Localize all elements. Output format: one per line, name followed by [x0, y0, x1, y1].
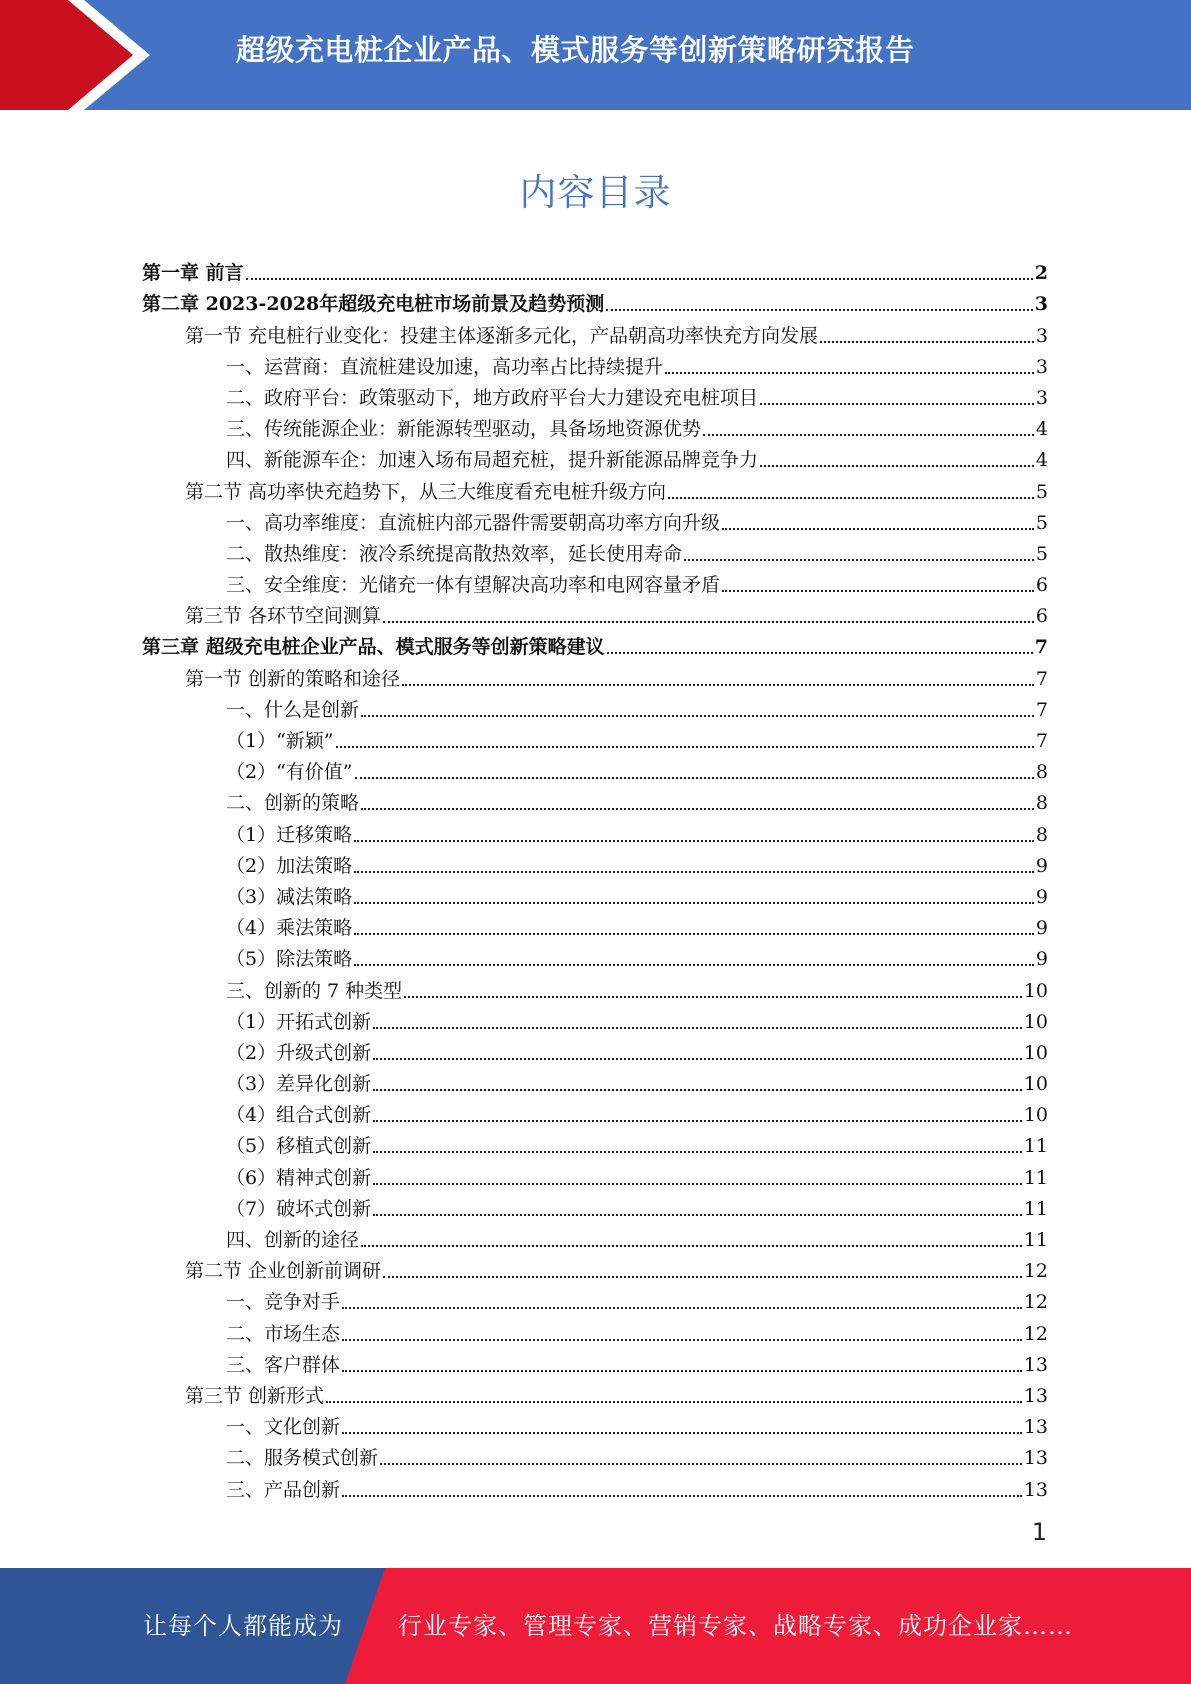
toc-entry-label: 四、创新的途径	[226, 1229, 360, 1251]
toc-entry-label: 第一节 创新的策略和途径	[185, 667, 401, 690]
toc-entry[interactable]	[142, 1346, 1048, 1377]
toc-dot-leader	[373, 1027, 1022, 1029]
toc-dot-leader	[342, 1307, 1022, 1309]
toc-entry[interactable]	[142, 316, 1048, 347]
toc-dot-leader	[342, 1495, 1022, 1497]
toc-entry-label: 一、文化创新	[226, 1416, 341, 1439]
toc-dot-leader	[383, 1276, 1022, 1278]
toc-entry-page: 10	[1023, 1010, 1048, 1033]
toc-entry-page: 10	[1023, 1041, 1048, 1064]
toc-entry[interactable]	[142, 1408, 1048, 1439]
toc-entry-page: 6	[1035, 574, 1048, 597]
footer-slogan-left: 让每个人都能成为	[143, 1612, 343, 1640]
toc-entry-page: 13	[1023, 1416, 1048, 1439]
toc-entry-label: （2）“有价值”	[226, 761, 353, 784]
toc-entry[interactable]	[142, 1003, 1048, 1034]
toc-entry[interactable]	[142, 1470, 1048, 1501]
toc-entry[interactable]	[142, 472, 1048, 503]
toc-entry-label: 一、高功率维度：直流桩内部元器件需要朝高功率方向升级	[226, 511, 721, 534]
toc-dot-leader	[665, 372, 1034, 374]
toc-dot-leader	[354, 933, 1034, 935]
toc-entry[interactable]	[142, 878, 1048, 909]
toc-entry-label: 一、什么是创新	[226, 698, 360, 721]
toc-entry[interactable]	[142, 940, 1048, 971]
toc-dot-leader	[373, 1183, 1022, 1185]
toc-dot-leader	[684, 559, 1034, 561]
toc-entry[interactable]	[142, 1377, 1048, 1408]
toc-entry[interactable]	[142, 1096, 1048, 1127]
toc-entry-page: 9	[1035, 854, 1048, 877]
toc-entry-page: 5	[1035, 480, 1048, 503]
toc-entry[interactable]	[142, 628, 1048, 659]
toc-entry[interactable]	[142, 1190, 1048, 1221]
toc-entry[interactable]	[142, 1127, 1048, 1158]
toc-dot-leader	[760, 465, 1034, 467]
toc-entry-label: （5）移植式创新	[226, 1135, 372, 1158]
toc-heading: 内容目录	[519, 171, 672, 214]
toc-entry-label: 第三章 超级充电桩企业产品、模式服务等创新策略建议	[142, 636, 605, 659]
toc-entry-page: 13	[1023, 1353, 1048, 1376]
toc-dot-leader	[342, 1339, 1022, 1341]
toc-entry-page: 10	[1023, 1104, 1048, 1127]
toc-entry[interactable]	[142, 597, 1048, 628]
toc-entry-label: 三、传统能源企业：新能源转型驱动，具备场地资源优势	[226, 418, 702, 441]
toc-entry-label: （5）除法策略	[226, 948, 353, 971]
toc-dot-leader	[354, 902, 1034, 904]
toc-entry-label: 第三节 创新形式	[185, 1384, 325, 1407]
toc-entry-page: 9	[1035, 948, 1048, 971]
toc-entry-page: 8	[1035, 792, 1048, 815]
toc-dot-leader	[342, 1432, 1022, 1434]
toc-entry-page: 10	[1023, 979, 1048, 1002]
toc-dot-leader	[373, 1089, 1022, 1091]
toc-entry-page: 11	[1023, 1197, 1048, 1220]
toc-entry-page: 11	[1023, 1229, 1048, 1251]
table-of-contents	[142, 254, 1048, 1502]
toc-entry-label: （1）迁移策略	[226, 823, 353, 846]
toc-entry-label: 第二节 企业创新前调研	[185, 1260, 382, 1283]
toc-entry[interactable]	[142, 1439, 1048, 1470]
toc-entry[interactable]	[142, 1065, 1048, 1096]
toc-entry[interactable]	[142, 504, 1048, 535]
toc-entry[interactable]	[142, 1158, 1048, 1189]
toc-dot-leader	[354, 840, 1034, 842]
toc-entry-label: （3）差异化创新	[226, 1073, 372, 1096]
toc-entry[interactable]	[142, 659, 1048, 690]
toc-entry[interactable]	[142, 379, 1048, 410]
toc-entry-label: （7）破坏式创新	[226, 1197, 372, 1220]
header-banner	[0, 0, 1191, 110]
toc-entry-label: 三、产品创新	[226, 1478, 341, 1501]
toc-entry[interactable]	[142, 535, 1048, 566]
toc-dot-leader	[373, 1120, 1022, 1122]
toc-entry-label: （4）乘法策略	[226, 917, 353, 940]
toc-entry-label: （3）减法策略	[226, 885, 353, 908]
toc-entry-page: 7	[1035, 667, 1048, 690]
toc-entry-label: （2）加法策略	[226, 854, 353, 877]
toc-entry-label: 二、散热维度：液冷系统提高散热效率，延长使用寿命	[226, 542, 683, 565]
toc-dot-leader	[383, 621, 1034, 623]
toc-entry[interactable]	[142, 441, 1048, 472]
toc-entry[interactable]	[142, 1034, 1048, 1065]
toc-dot-leader	[361, 808, 1034, 810]
toc-entry-page: 9	[1035, 917, 1048, 940]
header-arrow-decoration	[0, 0, 170, 110]
toc-entry-label: （2）升级式创新	[226, 1041, 372, 1064]
toc-entry-page: 3	[1035, 324, 1048, 347]
footer-banner	[0, 1568, 1191, 1684]
toc-entry[interactable]	[142, 847, 1048, 878]
toc-dot-leader	[373, 1151, 1022, 1153]
toc-dot-leader	[722, 528, 1034, 530]
toc-dot-leader	[354, 964, 1034, 966]
toc-entry-page: 5	[1035, 542, 1048, 565]
toc-entry-label: 三、创新的 7 种类型	[226, 979, 403, 1002]
toc-entry[interactable]	[142, 566, 1048, 597]
toc-entry[interactable]	[142, 1221, 1048, 1252]
toc-dot-leader	[354, 871, 1034, 873]
toc-entry-page: 8	[1035, 823, 1048, 846]
toc-entry-page: 13	[1023, 1478, 1048, 1501]
toc-dot-leader	[361, 715, 1034, 717]
toc-entry-page: 11	[1023, 1166, 1048, 1189]
toc-entry-label: 三、客户群体	[226, 1353, 341, 1376]
toc-dot-leader	[336, 746, 1034, 748]
toc-entry-page: 12	[1023, 1291, 1048, 1314]
toc-dot-leader	[820, 341, 1034, 343]
toc-entry-label: 第二章 2023-2028年超级充电桩市场前景及趋势预测	[142, 293, 605, 316]
report-title: 超级充电桩企业产品、模式服务等创新策略研究报告	[236, 33, 915, 67]
toc-entry-page: 5	[1035, 511, 1048, 534]
toc-entry-label: （1）“新颖”	[226, 730, 334, 752]
toc-dot-leader	[722, 590, 1034, 592]
toc-entry[interactable]	[142, 815, 1048, 846]
toc-entry-label: 第三节 各环节空间测算	[185, 605, 382, 628]
toc-dot-leader	[326, 1401, 1022, 1403]
toc-entry-label: 四、新能源车企：加速入场布局超充桩，提升新能源品牌竞争力	[226, 449, 759, 472]
toc-entry-page: 9	[1035, 885, 1048, 908]
toc-dot-leader	[606, 309, 1033, 311]
toc-entry[interactable]	[142, 254, 1048, 285]
toc-entry-page: 2	[1034, 262, 1048, 285]
toc-dot-leader	[402, 684, 1034, 686]
toc-entry[interactable]	[142, 722, 1048, 753]
toc-dot-leader	[760, 403, 1034, 405]
toc-entry-page: 7	[1035, 698, 1048, 721]
toc-entry[interactable]	[142, 348, 1048, 379]
toc-entry-label: 二、市场生态	[226, 1322, 341, 1345]
toc-entry-label: 第二节 高功率快充趋势下，从三大维度看充电桩升级方向	[185, 480, 667, 503]
toc-dot-leader	[703, 434, 1034, 436]
toc-entry-page: 3	[1035, 386, 1048, 409]
toc-entry-label: 三、安全维度：光储充一体有望解决高功率和电网容量矛盾	[226, 574, 721, 597]
toc-entry[interactable]	[142, 909, 1048, 940]
toc-entry-page: 11	[1023, 1135, 1048, 1158]
toc-entry[interactable]	[142, 410, 1048, 441]
toc-entry-page: 4	[1035, 418, 1048, 441]
toc-dot-leader	[668, 497, 1034, 499]
toc-entry[interactable]	[142, 1252, 1048, 1283]
toc-entry[interactable]	[142, 691, 1048, 722]
toc-entry-page: 8	[1035, 761, 1048, 784]
toc-dot-leader	[246, 278, 1033, 280]
toc-entry-page: 7	[1034, 636, 1048, 659]
toc-entry-page: 3	[1034, 293, 1048, 316]
toc-entry-page: 3	[1035, 355, 1048, 378]
footer-slogan-right: 行业专家、管理专家、营销专家、战略专家、成功企业家……	[398, 1612, 1073, 1640]
toc-entry[interactable]	[142, 753, 1048, 784]
toc-entry-page: 4	[1035, 449, 1048, 472]
toc-entry[interactable]	[142, 285, 1048, 316]
toc-dot-leader	[380, 1463, 1022, 1465]
toc-entry-label: 二、创新的策略	[226, 792, 360, 815]
toc-entry[interactable]	[142, 1314, 1048, 1345]
toc-entry[interactable]	[142, 784, 1048, 815]
toc-entry-page: 12	[1023, 1322, 1048, 1345]
page-number: 1	[1031, 1518, 1047, 1546]
toc-entry-page: 13	[1023, 1447, 1048, 1470]
toc-entry-page: 13	[1023, 1384, 1048, 1407]
toc-dot-leader	[361, 1245, 1022, 1247]
toc-entry-label: 第一章 前言	[142, 262, 244, 285]
toc-dot-leader	[404, 996, 1022, 998]
toc-entry-label: 二、政府平台：政策驱动下，地方政府平台大力建设充电桩项目	[226, 386, 759, 409]
toc-entry-label: 一、运营商：直流桩建设加速，高功率占比持续提升	[226, 355, 664, 378]
toc-dot-leader	[607, 652, 1033, 654]
toc-dot-leader	[355, 777, 1034, 779]
toc-entry-page: 12	[1023, 1260, 1048, 1283]
toc-entry-label: 一、竞争对手	[226, 1291, 341, 1314]
toc-entry[interactable]	[142, 1283, 1048, 1314]
toc-entry-page: 6	[1035, 605, 1048, 628]
toc-dot-leader	[373, 1214, 1022, 1216]
toc-entry-page: 10	[1023, 1073, 1048, 1096]
toc-entry[interactable]	[142, 971, 1048, 1002]
toc-entry-label: （1）开拓式创新	[226, 1010, 372, 1033]
toc-entry-label: （4）组合式创新	[226, 1104, 372, 1127]
toc-entry-label: 第一节 充电桩行业变化：投建主体逐渐多元化，产品朝高功率快充方向发展	[185, 324, 819, 347]
toc-dot-leader	[373, 1058, 1022, 1060]
toc-dot-leader	[342, 1370, 1022, 1372]
toc-entry-label: （6）精神式创新	[226, 1166, 372, 1189]
toc-entry-page: 7	[1035, 730, 1048, 752]
toc-entry-label: 二、服务模式创新	[226, 1447, 379, 1470]
